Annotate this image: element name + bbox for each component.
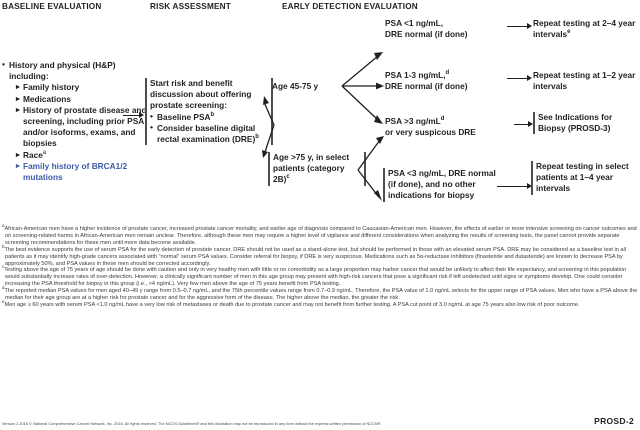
footnote-marker-a-race: a <box>42 149 47 156</box>
footnote-e-marker: e <box>2 299 5 305</box>
footnote-d-marker: d <box>2 285 5 291</box>
node-repeat-testing-1-4-years-label: Repeat testing in select patients at 1–4 year intervals <box>536 161 629 194</box>
footnote-marker-b-psa: b <box>210 111 215 118</box>
column-header-baseline-evaluation: BASELINE EVALUATION <box>2 2 102 11</box>
footnotes-section <box>2 223 638 309</box>
baseline-subitem-prostate-history <box>16 105 150 150</box>
column-header-risk-assessment: RISK ASSESSMENT <box>150 2 231 11</box>
baseline-subitem-brca-label: Family history of BRCA1/2 mutations <box>23 160 128 183</box>
node-see-indications-for-biopsy-label: See Indications for Biopsy (PROSD-3) <box>538 112 613 134</box>
risk-bullet-baseline-psa <box>150 112 268 123</box>
node-psa-less-than-1-line2: DRE normal (if done) <box>385 29 468 40</box>
column-header-early-detection-evaluation: EARLY DETECTION EVALUATION <box>282 2 418 11</box>
footnote-marker-b-dre: b <box>255 134 259 141</box>
baseline-subitem-medications-label: Medications <box>23 93 71 104</box>
node-baseline-evaluation <box>2 60 150 183</box>
footnote-a-marker: a <box>2 223 5 229</box>
baseline-item-hp-label: History and physical (H&P) including: <box>9 60 116 82</box>
node-age-45-75-label: Age 45-75 y <box>272 81 319 91</box>
baseline-item-hp <box>2 60 150 183</box>
baseline-subitem-family-history-label: Family history <box>23 82 80 93</box>
connector-age75-to-psa-results <box>356 118 386 208</box>
footnote-a-text: African-American men have a higher incidence of prostate cancer, increased prostate cancer mortality, and earlier age of diagnosis compared to Caucasian-American men. However, the effects of earlier or more intensive screening on cancer outcomes and on screening-related harms in African-American men remain unclear. Therefore, although these men may require a higher level of vigilance and different considerations when analyzing the results of screening tests, the panel cannot provide separate screening recommendations for these men until more data become available. <box>4 226 637 246</box>
risk-bullet-dre <box>150 123 268 145</box>
risk-bullet-baseline-psa-label: Baseline PSA <box>157 111 211 122</box>
node-psa-greater-than-3-line2: or very suspicous DRE <box>385 127 476 138</box>
node-repeat-testing-2-4-years-label: Repeat testing at 2–4 year intervals <box>533 18 636 40</box>
footnote-marker-d-psa13: d <box>445 70 450 77</box>
connector-psa1-to-repeat24 <box>507 26 529 27</box>
node-psa-1-to-3-value: PSA 1-3 ng/mL, <box>385 70 446 80</box>
connector-psa13-to-repeat12 <box>507 78 529 79</box>
node-psa-1-to-3-line1 <box>385 70 505 81</box>
baseline-subitem-brca <box>16 161 150 183</box>
risk-intro-text: Start risk and benefit discussion about offering prostate screening: <box>150 78 252 111</box>
page-code: PROSD-2 <box>594 416 634 426</box>
footnote-a <box>2 223 638 247</box>
baseline-subitem-race <box>16 150 150 161</box>
arrowhead-psa13-to-repeat12 <box>527 75 532 81</box>
footnote-d-text: The reported median PSA values for men aged 40–49 y range from 0.5–0.7 ng/mL, and the 75th percentile values range from 0.7–0.9 ng/mL. Therefore, the PSA value of 1.0 ng/mL selects for the upper range of PSA values. Men who have a PSA above the median for their age group are at a higher risk for prostate cancer and for the aggressive form of the disease. The higher above the median, the greater the risk. <box>4 288 638 302</box>
node-see-indications-for-biopsy[interactable] <box>533 112 638 134</box>
node-psa-greater-than-3-value: PSA >3 ng/mL <box>385 116 441 126</box>
footnote-b <box>2 243 638 268</box>
footnote-e <box>2 299 638 309</box>
node-repeat-testing-1-4-years <box>531 161 640 195</box>
node-repeat-testing-1-2-years-label: Repeat testing at 1–2 year intervals <box>533 70 636 92</box>
node-repeat-testing-1-2-years <box>533 70 637 92</box>
node-repeat-testing-2-4-years <box>533 18 637 40</box>
connector-baseline-to-risk <box>123 115 140 116</box>
node-psa-less-than-3-select-label: PSA <3 ng/mL, DRE normal (if done), and no other indications for biopsy <box>388 168 496 201</box>
risk-bullet-dre-label: Consider baseline digital rectal examination (DRE) <box>157 122 256 145</box>
node-risk-assessment <box>145 78 273 145</box>
footnote-marker-e: e <box>567 29 571 36</box>
footnote-marker-d-psa3: d <box>440 116 445 123</box>
baseline-subitem-medications <box>16 94 150 105</box>
node-psa-less-than-3-select <box>383 168 498 202</box>
node-psa-1-to-3 <box>385 70 505 92</box>
footnote-e-text: Men age ≥ 60 years with serum PSA <1.0 ng/mL have a very low risk of metastases or death due to prostate cancer and may not benefit from further testing. A PSA cut point of 3.0 ng/mL at age 75 years also low risk of poor outcome. <box>4 301 580 308</box>
arrowhead-psa1-to-repeat24 <box>527 23 532 29</box>
footnote-c <box>2 264 638 291</box>
footnote-b-text: The best evidence supports the use of serum PSA for the early detection of prostate cancer. DRE should not be used as a stand-alone test, but should be performed in those with an elevated serum PSA. DRE may be considered as a baseline test in all patients as it may identify high-grade cancers associated with “normal” serum PSA values. Consider referral for biopsy, if DRE is very suspicious. Medications such as 5α-reductase inhibitors (finasteride and dutasteride) are known to decrease PSA by approximately 50%, and PSA values in these men should be corrected accordingly. <box>4 246 627 267</box>
footnote-marker-c: c <box>286 174 290 181</box>
arrowhead-baseline-to-risk <box>139 112 144 118</box>
node-psa-greater-than-3-line1 <box>385 116 513 127</box>
baseline-subitem-race-label: Race <box>23 149 43 160</box>
connector-psalt3-to-repeat14 <box>497 186 529 187</box>
baseline-subitem-family-history <box>16 82 150 93</box>
node-psa-1-to-3-line2: DRE normal (if done) <box>385 81 468 92</box>
copyright-footer: Version 2.2016 © National Comprehensive Cancer Network, Inc. 2016, All rights reserved. The NCCN Guidelines® and this illustration may not be reproduced in any form without the express written permission of NCCN®. <box>2 421 382 426</box>
footnote-c-marker: c <box>2 264 5 270</box>
baseline-subitem-prostate-history-label: History of prostate disease and screening, including prior PSA and/or isoforms, exams, and biopsies <box>23 104 147 149</box>
node-psa-greater-than-3 <box>385 116 513 138</box>
footnote-b-marker: b <box>2 243 5 249</box>
node-age-over-75-label: Age >75 y, in select patients (category 2B) <box>273 152 350 185</box>
node-psa-less-than-1-line1: PSA <1 ng/mL, <box>385 18 444 28</box>
node-psa-less-than-1 <box>385 18 503 40</box>
node-age-45-75 <box>272 81 318 92</box>
footnote-c-text: Testing above the age of 75 years of age should be done with caution and only in very healthy men with little or no comorbidity as a large proportion may harbor cancer that would be unlikely to affect their life expectancy, and screening in this population would substantially increase rates of over-detection. However, a clinically significant number of men in this age group may present with high-risk cancers that pose a significant risk if left undetected until signs or symptoms develop. One could consider increasing the PSA threshold for biopsy in this group (i.e., >4 ng/mL). Very few men above the age of 75 years benefit from PSA testing. <box>4 267 627 288</box>
